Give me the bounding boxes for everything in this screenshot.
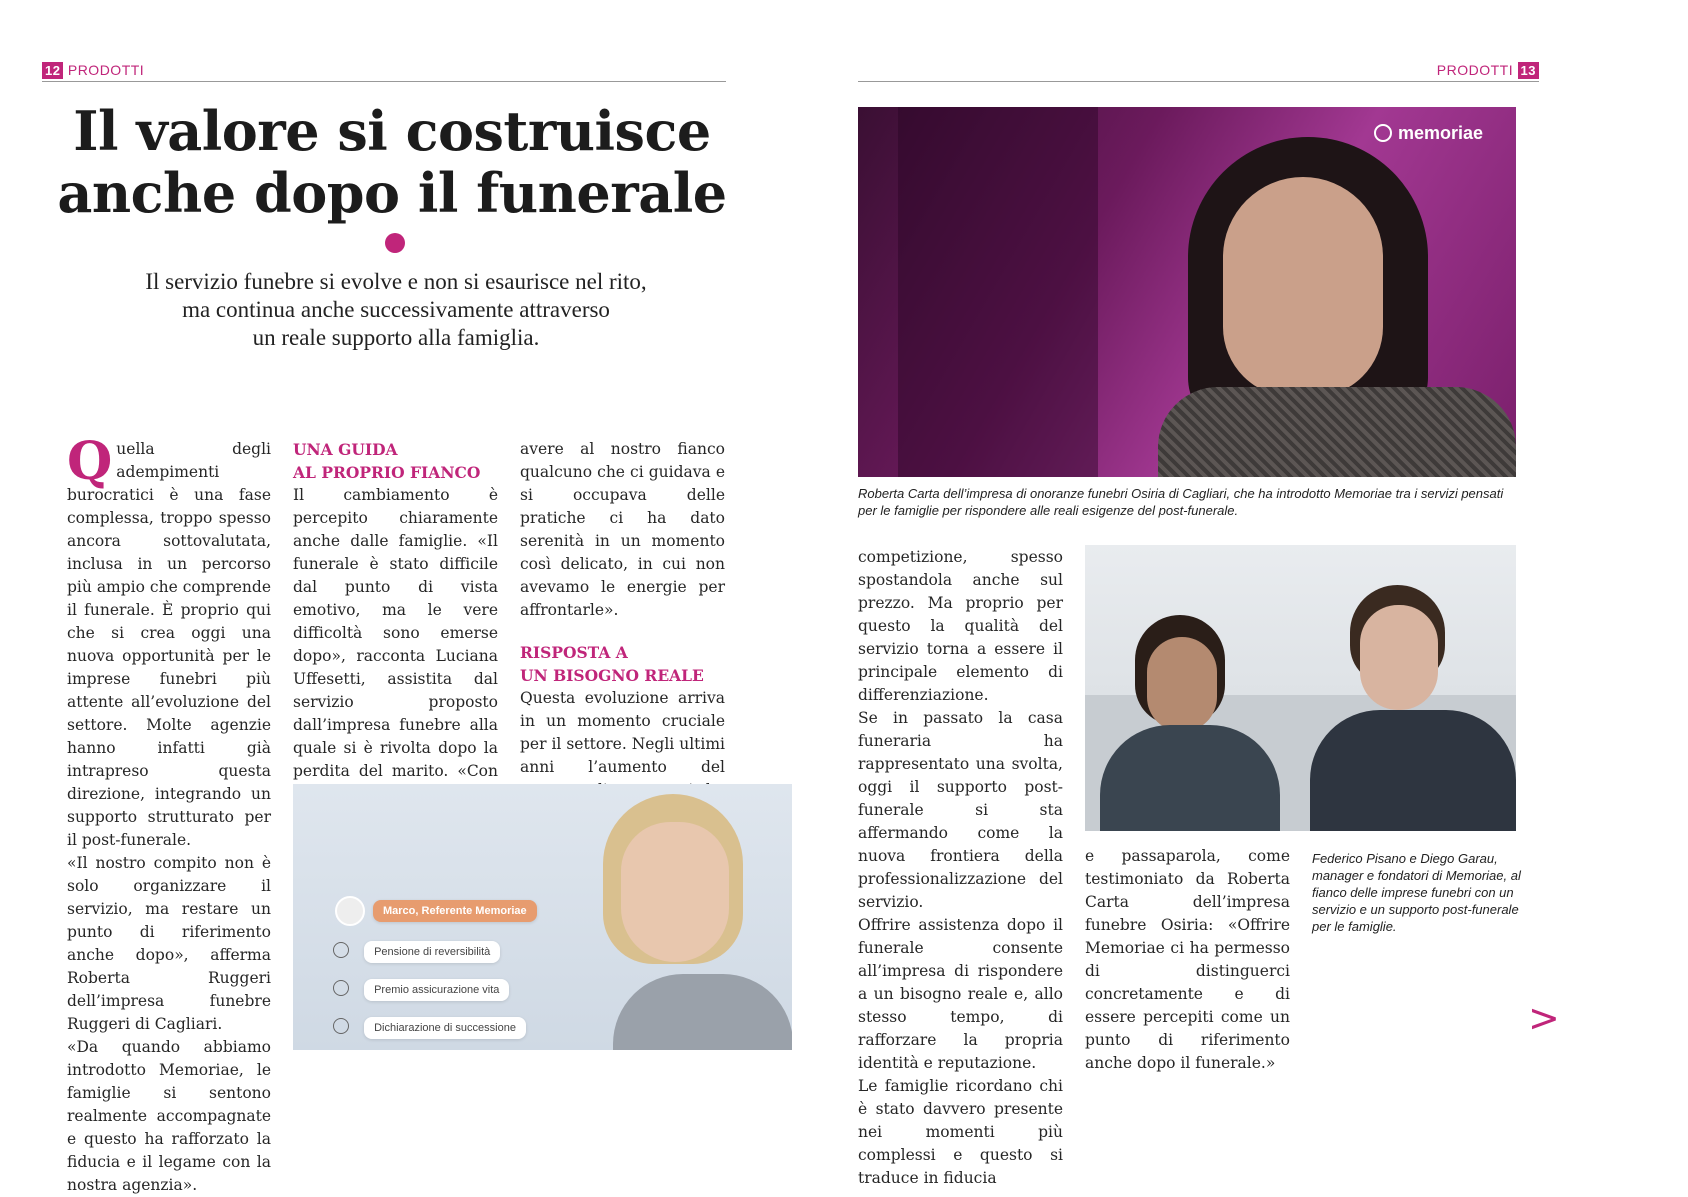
page-number-right: 13 <box>1518 62 1539 79</box>
headline-line-1: Il valore si costruisce <box>73 99 711 163</box>
paragraph: uella degli adempimenti burocratici è una fase complessa, troppo spesso ancora sottovalutata, inclusa in un percorso più ampio che comprende il funerale. È proprio qui che si crea oggi una nuova opportunità per le imprese funebri più attente all’evoluzione del settore. Molte agenzie hanno infatti già intrapreso questa direzione, integrando un supporto strutturato per il post-funerale. <box>67 440 271 849</box>
article-column-5 <box>1085 845 1290 1075</box>
check-icon <box>333 942 349 958</box>
page-header-left <box>42 62 144 79</box>
standfirst <box>42 268 750 352</box>
article-column-4 <box>858 546 1063 1190</box>
headline-line-2: anche dopo il funerale <box>57 161 727 225</box>
header-rule-left <box>42 81 726 82</box>
subhead-line: AL PROPRIO FIANCO <box>293 463 481 482</box>
headline <box>42 100 742 224</box>
next-page-arrow-icon[interactable]: > <box>1528 996 1560 1040</box>
referent-chip: Marco, Referente Memoriae <box>373 900 537 922</box>
paragraph: Se in passato la casa funeraria ha rappresentato una svolta, oggi il supporto post-funerale si sta affermando come la nuova frontiera della professionalizzazione del servizio. <box>858 709 1063 911</box>
check-icon <box>333 1018 349 1034</box>
drop-cap: Q <box>67 431 113 492</box>
roberta-carta-photo <box>858 107 1516 477</box>
subhead-line: UN BISOGNO REALE <box>520 666 704 685</box>
paragraph: Questa evoluzione arriva in un momento cruciale per il settore. Negli ultimi anni l’aumento del <box>520 689 725 776</box>
standfirst-line-1: Il servizio funebre si evolve e non si esaurisce nel rito, <box>145 269 647 294</box>
ad-item-label: Premio assicurazione vita <box>364 979 509 1001</box>
founder-right-jacket <box>1310 710 1516 831</box>
portrait-jacket <box>1158 387 1516 477</box>
founder-left-jacket <box>1100 725 1280 831</box>
founder-right-face <box>1360 605 1438 710</box>
subhead-line: UNA GUIDA <box>293 440 398 459</box>
paragraph: Offrire assistenza dopo il funerale consente all’impresa di rispondere a un bisogno reale e, allo stesso tempo, di rafforzare la propria identità e reputazione. <box>858 916 1063 1072</box>
subhead-guida <box>293 438 498 484</box>
check-icon <box>333 980 349 996</box>
subhead-bisogno <box>520 641 725 687</box>
memoriae-logo <box>1374 123 1483 144</box>
portrait-face <box>1223 177 1383 397</box>
paragraph: avere al nostro fianco qualcuno che ci guidava e si occupava delle pratiche ci ha dato serenità in un momento così delicato, in cui non avevamo le energie per affrontarle». <box>520 440 725 619</box>
paragraph: competizione, spesso spostandola anche sul prezzo. Ma proprio per questo la qualità del servizio torna a essere il principale elemento di differenziazione. <box>858 548 1063 704</box>
section-label-right: PRODOTTI <box>1436 62 1514 78</box>
ad-item-label: Pensione di reversibilità <box>364 941 500 963</box>
memoriae-ad-image <box>293 784 792 1050</box>
accent-dot <box>385 233 405 253</box>
referent-avatar <box>335 896 365 926</box>
article-column-3 <box>520 438 725 825</box>
paragraph: «Da quando abbiamo introdotto Memoriae, le famiglie si sentono realmente accompagnate e questo ha rafforzato la fiducia e il legame con la nostra agenzia». <box>67 1038 271 1194</box>
page-header-right <box>1437 62 1539 79</box>
founders-photo <box>1085 545 1516 831</box>
paragraph: e passaparola, come testimoniato da Roberta Carta dell’impresa funebre Osiria: «Offrire Memoriae ci ha permesso di distinguerci concretamente e di essere percepiti come un punto di riferimento anche dopo il funerale.» <box>1085 847 1290 1072</box>
founders-caption: Federico Pisano e Diego Garau, manager e fondatori di Memoriae, al fianco delle imprese funebri con un servizio e un supporto post-funerale per le famiglie. <box>1312 851 1521 934</box>
memoriae-logo-icon <box>1374 124 1392 142</box>
ad-item-3 <box>333 1018 516 1038</box>
standfirst-line-2: ma continua anche successivamente attraverso <box>182 297 610 322</box>
article-column-1 <box>67 431 271 1197</box>
header-rule-right <box>858 81 1539 82</box>
ad-item-1 <box>333 942 490 962</box>
paragraph: «Il nostro compito non è solo organizzare il servizio, ma restare un punto di riferimento anche dopo», afferma Roberta Ruggeri dell’impresa funebre Ruggeri di Cagliari. <box>67 854 271 1033</box>
standfirst-line-3: un reale supporto alla famiglia. <box>252 325 540 350</box>
paragraph: Il cambiamento è percepito chiaramente anche dalle famiglie. «Il funerale è stato difficile dal punto di vista emotivo, ma le vere difficoltà sono emerse dopo», racconta Luciana Uffesetti, assistita dal servizio proposto dall’impresa funebre alla quale si è rivolta dopo la perdita del marito. «Con <box>293 486 498 780</box>
page-number-left: 12 <box>42 62 63 79</box>
photo-top-caption: Roberta Carta dell’impresa di onoranze funebri Osiria di Cagliari, che ha introdotto Memoriae tra i servizi pensati per le famiglie per rispondere alle reali esigenze del post-funerale. <box>858 486 1504 518</box>
logo-text: memoriae <box>1398 123 1484 143</box>
subhead-line: RISPOSTA A <box>520 643 628 662</box>
ad-item-2 <box>333 980 499 1000</box>
paragraph: Le famiglie ricordano chi è stato davvero presente nei momenti più complessi e questo si traduce in fiducia <box>858 1077 1063 1187</box>
section-label-left: PRODOTTI <box>67 62 145 78</box>
woman-portrait <box>593 794 792 1050</box>
founder-left-face <box>1147 637 1217 732</box>
ad-item-label: Dichiarazione di successione <box>364 1017 526 1039</box>
